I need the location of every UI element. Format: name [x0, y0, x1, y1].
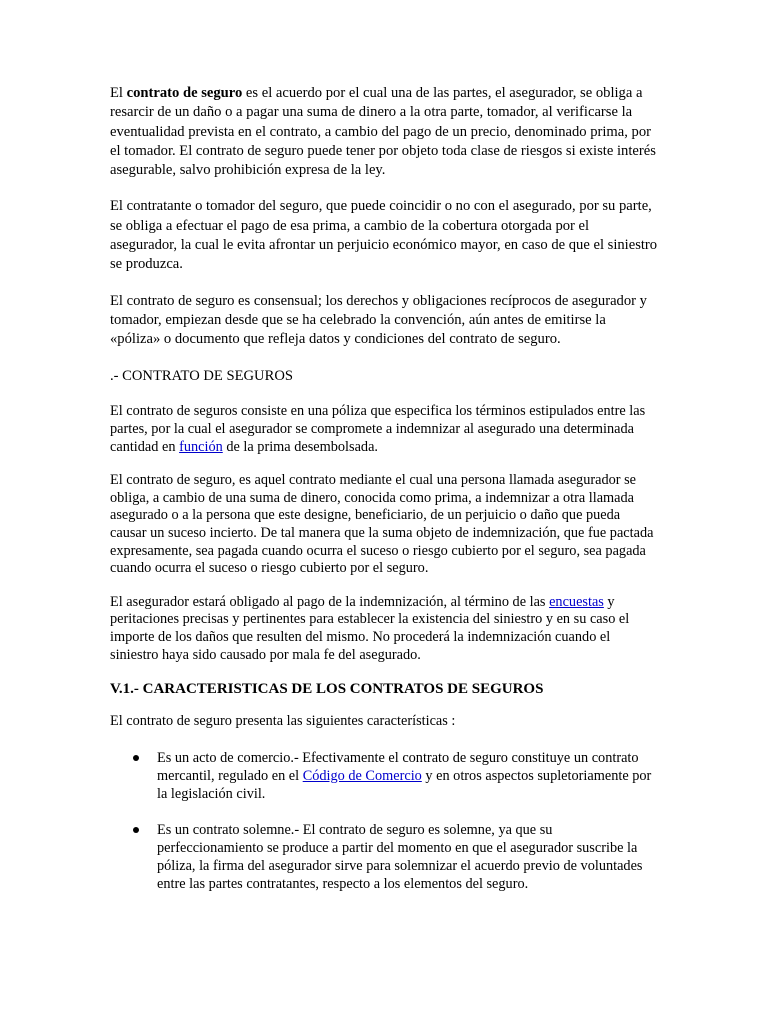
paragraph-obligacion [110, 594, 658, 664]
link-funcion[interactable]: función [179, 438, 223, 455]
paragraph-text: de la prima desembolsada. [222, 438, 378, 455]
link-encuestas[interactable]: encuestas [549, 593, 604, 610]
section-heading: .- CONTRATO DE SEGUROS [110, 367, 293, 384]
list-item [110, 821, 658, 893]
paragraph-text: El contrato de seguros consiste en una póliza que especifica los términos estipulados entre las partes, por la cual el asegurador se compromete a indemnizar al asegurado una determinada cantidad en [110, 402, 646, 455]
link-codigo-de-comercio[interactable]: Código de Comercio [302, 767, 422, 784]
paragraph-lead: El [110, 85, 127, 101]
list-item-text: y en otros aspectos supletoriamente por la legislación civil. [157, 767, 652, 802]
list-item [110, 749, 658, 803]
list-item-text: Es un acto de comercio.- Efectivamente el contrato de seguro constituye un contrato mercantil, regulado en el [157, 749, 639, 784]
bullet-icon [133, 827, 139, 833]
paragraph-text: El asegurador estará obligado al pago de la indemnización, al término de las [110, 593, 550, 610]
paragraph-text: es el acuerdo por el cual una de las partes, el asegurador, se obliga a resarcir de un daño o a pagar una suma de dinero a la otra parte, tomador, al verificarse la eventualidad prevista en el contrato, a cambio del pago de un precio, denominado prima, por el tomador. El contrato de seguro puede tener por objeto toda clase de riesgos si existe interés asegurable, salvo prohibición expresa de la ley. [110, 85, 656, 179]
characteristics-list [110, 749, 658, 893]
list-item-text: Es un contrato solemne.- El contrato de seguro es solemne, ya que su perfeccionamiento se produce a partir del momento en que el asegurador suscribe la póliza, la firma del asegurador sirve para solemnizar el acuerdo previo de voluntades entre las partes contratantes, respecto a los elementos del seguro. [157, 821, 643, 892]
bullet-icon [133, 755, 139, 761]
paragraph-text: y peritaciones precisas y pertinentes para establecer la existencia del siniestro y en su caso el importe de los daños que resulten del mismo. No procederá la indemnización cuando el siniestro haya sido causado por mala fe del asegurado. [110, 593, 630, 663]
paragraph-indemnizacion: El contrato de seguro, es aquel contrato mediante el cual una persona llamada asegurador se obliga, a cambio de una suma de dinero, conocida como prima, a indemnizar a otra llamada asegurado o a la persona que este designe, beneficiario, de un perjuicio o daño que pueda causar un suceso incierto. De tal manera que la suma objeto de indemnización, que fue pactada expresamente, sea pagada cuando ocurra el suceso o riesgo cubierto por el seguro, sea pagada cuando ocurra el suceso o riesgo cubierto por el seguro. [110, 472, 654, 577]
paragraph-definition [110, 84, 658, 180]
paragraph-poliza [110, 402, 658, 457]
bold-term: contrato de seguro [126, 85, 243, 101]
paragraph-tomador: El contratante o tomador del seguro, que puede coincidir o no con el asegurado, por su parte, se obliga a efectuar el pago de esa prima, a cambio de la cobertura otorgada por el asegurador, la cual le evita afrontar un perjuicio económico mayor, en caso de que el siniestro se produzca. [110, 198, 658, 273]
section-heading-caracteristicas: V.1.- CARACTERISTICAS DE LOS CONTRATOS DE SEGUROS [110, 681, 544, 698]
paragraph-consensual: El contrato de seguro es consensual; los derechos y obligaciones recíprocos de asegurador y tomador, empiezan desde que se ha celebrado la convención, aún antes de emitirse la «póliza» o documento que refleja datos y condiciones del contrato de seguro. [110, 292, 647, 348]
paragraph-intro-list: El contrato de seguro presenta las siguientes características : [110, 713, 456, 730]
